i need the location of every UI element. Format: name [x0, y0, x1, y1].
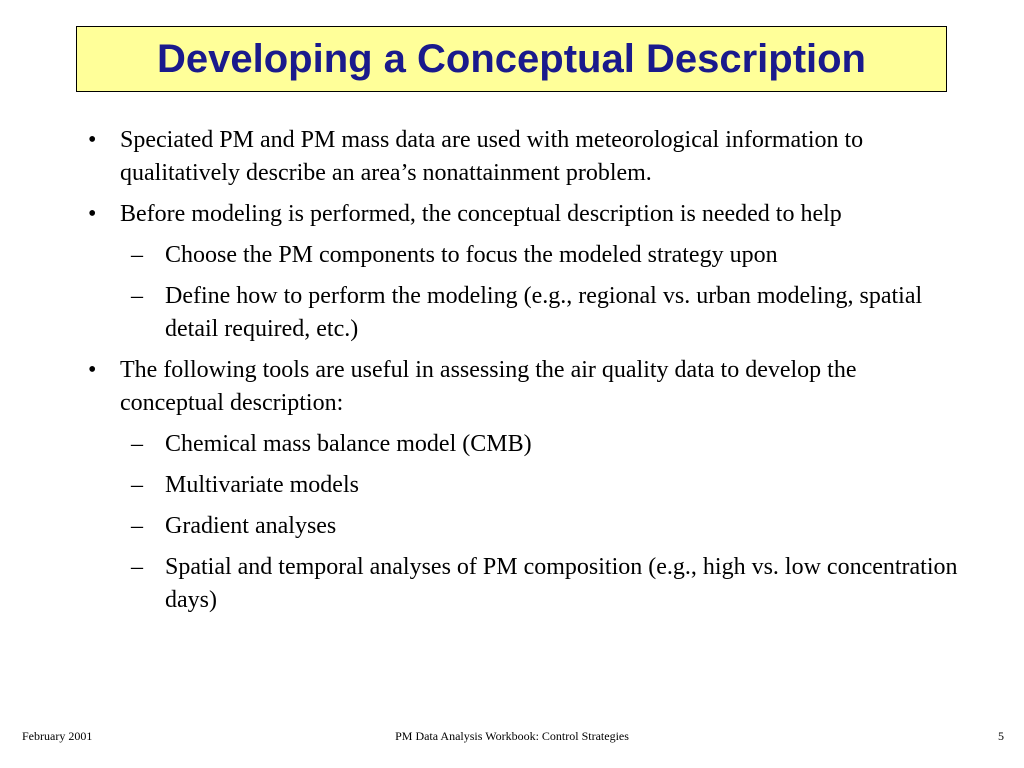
sub-bullet-marker: –: [131, 513, 143, 539]
bullet-item: [82, 354, 962, 420]
sub-bullet-text: Multivariate models: [165, 472, 359, 498]
sub-bullet-item: [82, 239, 962, 272]
footer-date: February 2001: [22, 729, 93, 743]
sub-bullet-marker: –: [131, 242, 143, 268]
title-box: [76, 26, 947, 92]
sub-bullet-item: [82, 469, 962, 502]
footer-title: PM Data Analysis Workbook: Control Strategies: [395, 729, 629, 743]
sub-bullet-item: [82, 510, 962, 543]
bullet-list: [82, 124, 962, 625]
bullet-item: [82, 124, 962, 190]
sub-bullet-text: Chemical mass balance model (CMB): [165, 431, 532, 457]
sub-bullet-text: Define how to perform the modeling (e.g., regional vs. urban modeling, spatial detail required, etc.): [165, 283, 923, 342]
sub-bullet-text: Spatial and temporal analyses of PM composition (e.g., high vs. low concentration days): [165, 554, 958, 613]
bullet-marker: •: [88, 127, 97, 153]
sub-bullet-marker: –: [131, 283, 143, 309]
sub-bullet-text: Gradient analyses: [165, 513, 337, 539]
bullet-text: Before modeling is performed, the conceptual description is needed to help: [120, 201, 842, 227]
sub-bullet-item: [82, 280, 962, 346]
sub-bullet-marker: –: [131, 431, 143, 457]
sub-bullet-marker: –: [131, 554, 143, 580]
sub-bullet-item: [82, 428, 962, 461]
sub-bullet-text: Choose the PM components to focus the modeled strategy upon: [165, 242, 778, 268]
sub-bullet-marker: –: [131, 472, 143, 498]
bullet-marker: •: [88, 357, 97, 383]
footer-page-number: 5: [998, 729, 1004, 743]
slide-title: Developing a Conceptual Description: [156, 36, 866, 81]
bullet-text: Speciated PM and PM mass data are used with meteorological information to qualitatively describe an area’s nonattainment problem.: [120, 127, 864, 186]
bullet-item: [82, 198, 962, 231]
sub-bullet-item: [82, 551, 962, 617]
bullet-text: The following tools are useful in assessing the air quality data to develop the conceptual description:: [120, 357, 857, 416]
bullet-marker: •: [88, 201, 97, 227]
